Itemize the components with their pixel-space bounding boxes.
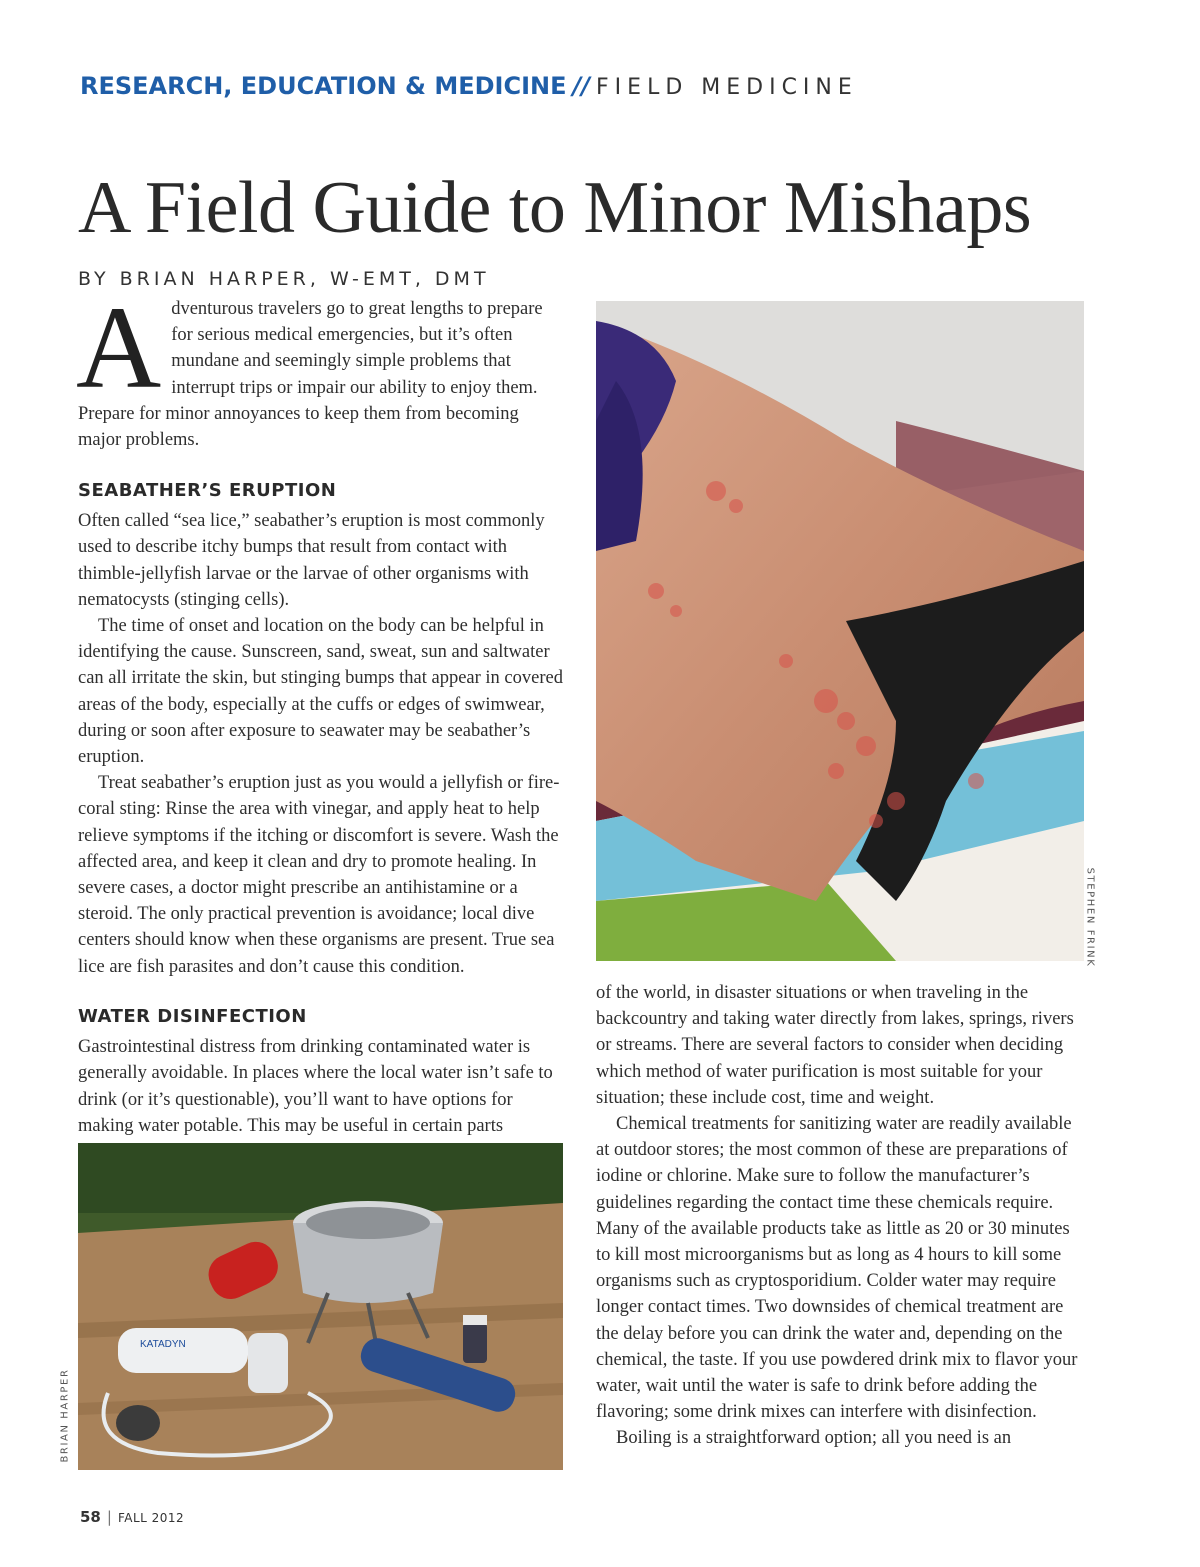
article-title: A Field Guide to Minor Mishaps <box>78 167 1032 249</box>
section-seabathers <box>78 478 564 980</box>
byline: BY BRIAN HARPER, W-EMT, DMT <box>78 268 490 290</box>
section-name: RESEARCH, EDUCATION & MEDICINE <box>80 72 567 100</box>
paragraph: of the world, in disaster situations or when traveling in the backcountry and taking water directly from lakes, springs, rivers or streams. There are several factors to consider when deciding which method of water purification is most suitable for your situation; these include cost, time and weight. <box>596 983 1074 1108</box>
intro-text: dventurous travelers go to great lengths to prepare for serious medical emergencies, but it’s often mundane and seemingly simple problems that interrupt trips or impair our ability to enjoy them. Prepare for minor annoyances to keep them from becoming major problems. <box>78 299 543 451</box>
section-water <box>78 1004 564 1139</box>
intro-paragraph <box>76 282 564 453</box>
photo-credit-bottom: BRIAN HARPER <box>59 1368 71 1463</box>
paragraph: Often called “sea lice,” seabather’s eruption is most commonly used to describe itchy bumps that result from contact with thimble-jellyfish larvae or the larvae of other organisms with nematocysts (stinging cells). <box>78 511 545 610</box>
page-footer <box>80 1508 184 1526</box>
filter-brand-label: KATADYN <box>140 1339 186 1350</box>
page-number: 58 <box>80 1508 101 1526</box>
section-heading: SEABATHER’S ERUPTION <box>78 480 337 501</box>
intro-block <box>76 282 564 453</box>
subsection-name: FIELD MEDICINE <box>596 75 858 100</box>
paragraph: Chemical treatments for sanitizing water are readily available at outdoor stores; the most common of these are preparations of iodine or chlorine. Make sure to follow the manufacturer’s guidelines regarding the contact time these chemicals require. Many of the available products take as little as 20 or 30 minutes to kill most microorganisms but as long as 4 hours to kill some organisms such as cryptosporidium. Colder water may require longer contact times. Two downsides of chemical treatment are the delay before you can drink the water and, depending on the chemical, the taste. If you use powdered drink mix to flavor your water, wait until the water is safe to drink before adding the flavoring; some drink mixes can interfere with disinfection. <box>596 1114 1078 1423</box>
section-separator: // <box>572 72 591 100</box>
paragraph: The time of onset and location on the body can be helpful in identifying the cause. Sunscreen, sand, sweat, sun and saltwater can all irritate the skin, but stinging bumps that appear in covered areas of the body, especially at the cuffs or edges of swimwear, during or soon after exposure to seawater may be seabather’s eruption. <box>78 616 563 768</box>
photo-illustration <box>78 1143 563 1470</box>
photo-water-gear <box>78 1143 563 1470</box>
footer-separator: | <box>106 1508 112 1526</box>
photo-credit-top: STEPHEN FRINK <box>1084 867 1096 968</box>
photo-illustration <box>596 301 1084 961</box>
section-header <box>80 72 858 100</box>
paragraph: Treat seabather’s eruption just as you would a jellyfish or fire-coral sting: Rinse the area with vinegar, and apply heat to help relieve symptoms if the itching or discomfort is severe. Wash the affected area, and keep it clean and dry to promote healing. In severe cases, a doctor might prescribe an antihistamine or a steroid. The only practical prevention is avoidance; local dive centers should know when these organisms are present. True sea lice are fish parasites and don’t cause this condition. <box>78 773 560 977</box>
issue-label: FALL 2012 <box>117 1511 185 1525</box>
section-heading: WATER DISINFECTION <box>78 1006 307 1027</box>
column-2-text <box>596 980 1084 1452</box>
paragraph: Boiling is a straightforward option; all you need is an <box>616 1428 1012 1449</box>
drop-cap: A <box>76 282 162 413</box>
photo-seabathers-eruption <box>596 301 1084 961</box>
paragraph: Gastrointestinal distress from drinking contaminated water is generally avoidable. In places where the local water isn’t safe to drink (or it’s questionable), you’ll want to have options for making water potable. This may be useful in certain parts <box>78 1037 553 1136</box>
